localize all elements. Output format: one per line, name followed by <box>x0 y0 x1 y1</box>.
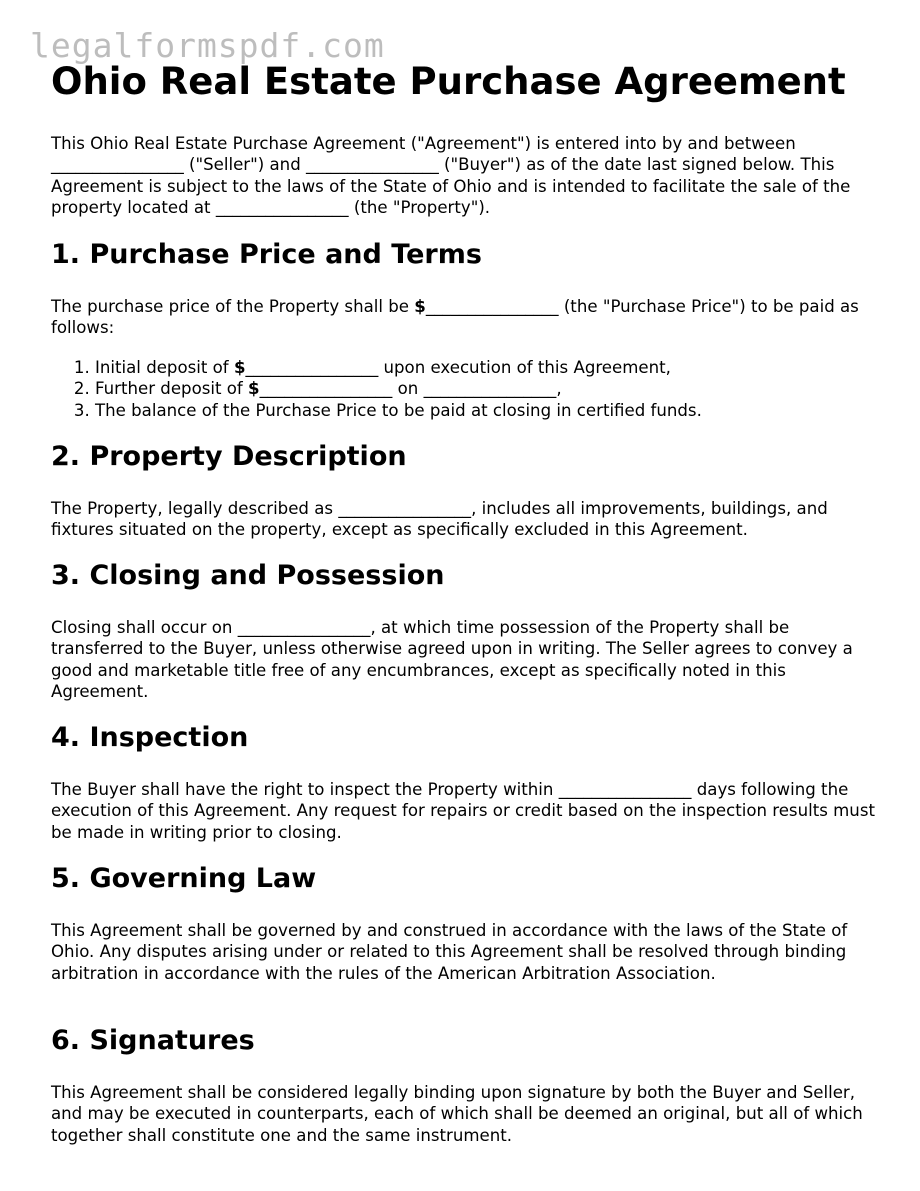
property-description-text-2: , includes all improvements, buildings, and fixtures situated on the property, except as specifically excluded in this Agreement. <box>51 499 828 540</box>
purchase-price-text-1: The purchase price of the Property shall be <box>51 297 415 316</box>
document-title: Ohio Real Estate Purchase Agreement <box>51 60 846 103</box>
watermark-text: legalformspdf.com <box>30 26 385 65</box>
further-deposit-date-blank[interactable]: ________________ <box>423 379 557 399</box>
closing-date-blank[interactable]: ________________ <box>237 618 371 637</box>
list-item-text: Initial deposit of <box>95 358 234 377</box>
section-heading-inspection: 4. Inspection <box>51 722 249 753</box>
list-item-text: , <box>556 379 562 399</box>
property-description-paragraph <box>51 498 881 541</box>
list-item-text: Further deposit of <box>95 379 249 399</box>
list-item <box>95 357 881 378</box>
list-item-text: The balance of the Purchase Price to be paid at closing in certified funds. <box>95 400 702 420</box>
dollar-sign: $ <box>248 379 260 399</box>
purchase-price-blank[interactable]: ________________ <box>425 297 559 316</box>
intro-text-2: ("Seller") and <box>183 155 306 175</box>
intro-text-4: (the "Property"). <box>348 198 491 218</box>
intro-text-3: ("Buyer") as of the date last signed below. This Agreement is subject to the laws of the State of Ohio and is intended to facilitate the sale of the property located at <box>51 155 851 218</box>
intro-paragraph <box>51 133 881 219</box>
inspection-text-2: days following the execution of this Agreement. Any request for repairs or credit based on the inspection results must be made in writing prior to closing. <box>51 780 875 842</box>
closing-paragraph <box>51 617 881 703</box>
section-heading-governing-law: 5. Governing Law <box>51 863 317 894</box>
section-heading-closing: 3. Closing and Possession <box>51 560 445 591</box>
initial-deposit-blank[interactable]: ________________ <box>245 358 379 377</box>
list-item <box>95 400 881 421</box>
section-heading-property-description: 2. Property Description <box>51 441 407 472</box>
signatures-paragraph: This Agreement shall be considered legally binding upon signature by both the Buyer and Seller, and may be executed in counterparts, each of which shall be deemed an original, but all of which together shall constitute one and the same instrument. <box>51 1083 863 1145</box>
dollar-sign: $ <box>233 358 246 377</box>
payment-terms-list <box>51 357 881 421</box>
legal-description-blank[interactable]: ________________ <box>338 499 472 518</box>
further-deposit-blank[interactable]: ________________ <box>259 379 393 399</box>
intro-text-1: This Ohio Real Estate Purchase Agreement ("Agreement") is entered into by and between <box>51 134 796 153</box>
property-address-blank[interactable]: ________________ <box>215 198 349 218</box>
list-item <box>95 378 881 399</box>
closing-text-1: Closing shall occur on <box>51 618 238 637</box>
inspection-text-1: The Buyer shall have the right to inspect the Property within <box>51 780 559 799</box>
list-item-text: on <box>392 379 424 399</box>
property-description-text-1: The Property, legally described as <box>51 499 339 518</box>
list-item-text: upon execution of this Agreement, <box>378 358 671 377</box>
inspection-days-blank[interactable]: ________________ <box>558 780 692 799</box>
section-heading-purchase-price: 1. Purchase Price and Terms <box>51 239 482 270</box>
purchase-price-text-2: (the "Purchase Price") to be paid as follows: <box>51 297 859 338</box>
seller-name-blank[interactable]: ________________ <box>51 155 184 175</box>
buyer-name-blank[interactable]: ________________ <box>306 155 439 175</box>
dollar-sign: $ <box>414 297 426 316</box>
inspection-paragraph <box>51 779 881 843</box>
section-heading-signatures: 6. Signatures <box>51 1025 255 1056</box>
purchase-price-paragraph <box>51 296 881 339</box>
governing-law-paragraph: This Agreement shall be governed by and construed in accordance with the laws of the State of Ohio. Any disputes arising under or related to this Agreement shall be resolved through binding arbitration in accordance with the rules of the American Arbitration Association. <box>51 921 848 983</box>
closing-text-2: , at which time possession of the Property shall be transferred to the Buyer, unless otherwise agreed upon in writing. The Seller agrees to convey a good and marketable title free of any encumbrances, except as specifically noted in this Agreement. <box>51 618 853 702</box>
